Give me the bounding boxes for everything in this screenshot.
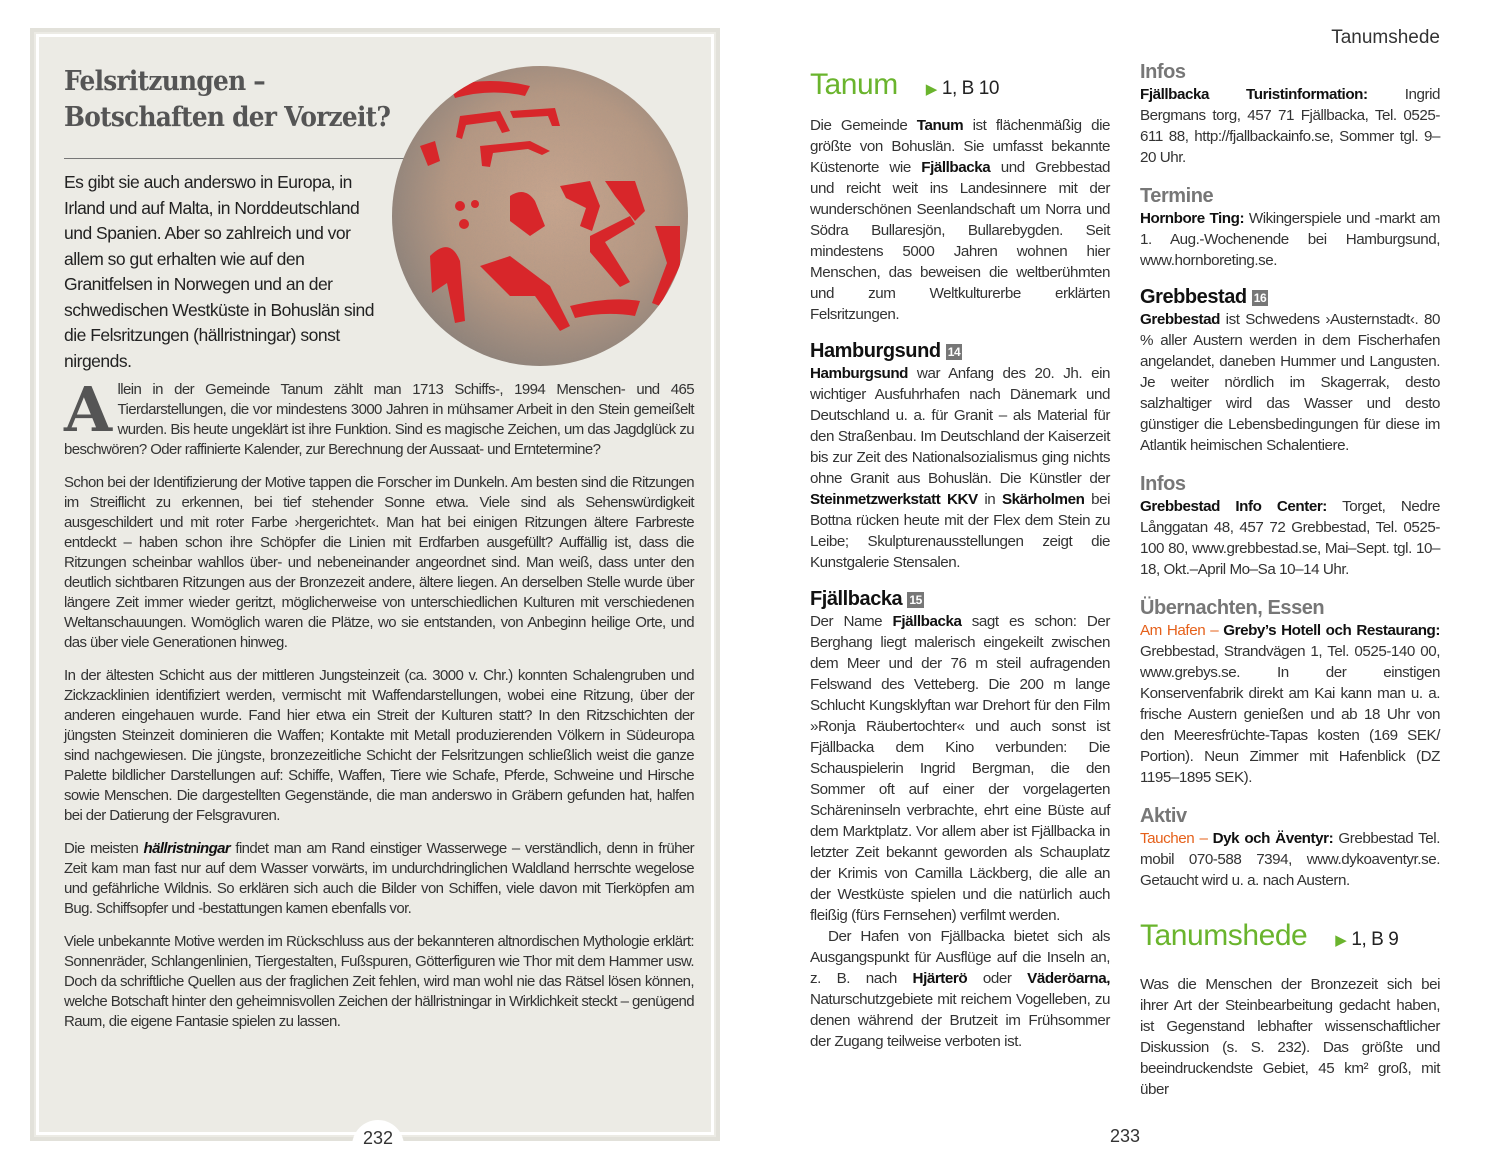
title-line-1: Felsritzungen – <box>64 66 265 97</box>
text-run: findet man am Rand einstiger Wasserwege – verständlich, denn in früher Zeit kam man fast nur auf dem Wasser vorwärts, im undurchdringlichen Waldland herrschte wegelose und gefährliche Wildnis. So erklären sich auch die Bilder von Schiffen, viele davon mit Tierköpfen am Bug. Schiffsopfer und -bestattungen kamen ebenfalls vor. <box>64 840 694 917</box>
page-number-right: 233 <box>1110 1126 1141 1146</box>
text-run: sagt es schon: Der Berghang liegt malerisch eingekeilt zwischen dem Meer und der 76 m steil aufragenden Felswand des Vetteberg. Die 200 m lange Schlucht Kungsklyftan war Drehort für den Film »Ronja Räubertochter« und auch sonst ist Fjällbacka dem Kino verbunden: Die Schauspielerin Ingrid Bergman, die den Sommer oft auf einer der vorgelagerten Schäreninseln verbrachte, ehrt eine Büste auf dem Marktplatz. Vor allem aber ist Fjällbacka in letzter Zeit bekannt geworden als Schauplatz der Krimis von Camilla Läckberg, die alle an der Westküste spielen und die natürlich auch fleißig (fürs Fernsehen) verfilmt werden. <box>810 613 1110 924</box>
bold-text: Greby’s Hotell och Restaurang: <box>1223 622 1440 639</box>
text-paragraph <box>810 115 1110 325</box>
section-heading <box>810 62 1110 113</box>
text-run: Ingrid Bergmans torg, 457 71 Fjällbacka, Tel. 0525-611 88, http://fjallbackainfo.se, Sommer tgl. 9–20 Uhr. <box>1140 86 1440 166</box>
drop-cap: A <box>64 373 112 446</box>
text-paragraph <box>810 363 1110 573</box>
section-title: Tanumshede <box>1140 919 1308 952</box>
title-line-2: Botschaften der Vorzeit? <box>64 102 391 133</box>
text-run: Grebbestad Tel. mobil 070-588 7394, www.dykoaventyr.se. Getaucht wird u. a. nach Austern. <box>1140 830 1440 889</box>
text-paragraph <box>810 611 1110 926</box>
bold-text: Hamburgsund <box>810 365 908 382</box>
info-heading: Termine <box>1140 185 1214 207</box>
rock-carving-photo <box>390 66 690 366</box>
info-heading: Infos <box>1140 61 1186 83</box>
bold-text: Steinmetzwerkstatt KKV <box>810 491 978 508</box>
section-heading <box>1140 913 1440 964</box>
section-title: Tanum <box>810 68 898 101</box>
bold-text: Väderöarna, <box>1027 970 1110 987</box>
category-label: Am Hafen – <box>1140 622 1224 639</box>
bold-text: hällristningar <box>143 840 231 857</box>
body-paragraph <box>64 666 694 826</box>
text-run: Der Hafen von Fjällbacka bietet sich als Ausgangspunkt für Ausflüge auf die Inseln an, z. B. nach <box>810 928 1110 987</box>
text-run: Grebbestad, Strandvägen 1, Tel. 0525-140 00, www.grebys.se. In der einstigen Konservenfabrik direkt am Kai kann man u. a. frische Austern genießen und ab 18 Uhr von den Meeresfrüchte-Tapas kosten (169 SEK/ Portion). Neun Zimmer mit Hafenblick (DZ 1195–1895 SEK). <box>1140 643 1440 786</box>
map-number-badge: 15 <box>909 593 922 607</box>
map-ref-text: 1, B 10 <box>941 78 999 99</box>
map-number-badge: 16 <box>1253 291 1267 305</box>
category-label: Tauchen – <box>1140 830 1213 847</box>
text-paragraph <box>810 926 1110 1052</box>
text-paragraph <box>1140 84 1440 168</box>
body-paragraph <box>64 473 694 653</box>
text-paragraph <box>1140 620 1440 788</box>
text-run: war Anfang des 20. Jh. ein wichtiger Ausfuhrhafen nach Dänemark und Deutschland u. a. für Granit – als Material für den Straßenbau. Im Deutschland der Kaiserzeit bis zur Zeit des Nationalsozialismus ging nichts ohne Granit aus Bohuslän. Die Künstler der <box>810 365 1110 487</box>
map-arrow-icon: ▶ <box>925 81 937 98</box>
text-run: Viele unbekannte Motive werden im Rückschluss aus der bekannteren altnordischen Mythologie erklärt: Sonnenräder, Schlangenlinien, Tiergestalten, Fußspuren, Götterfiguren wie Thor mit dem Hammer usw. Doch da schriftliche Quellen aus der fraglichen Zeit fehlen, wird man wohl nie das Rätsel lösen können, welche Botschaft hinter den geheimnisvollen Zeichen der hällristningar in Wirklichkeit steckt – genügend Raum, die eigene Fantasie spielen zu lassen. <box>64 933 694 1030</box>
bold-text: Dyk och Äventyr: <box>1212 830 1334 847</box>
bold-text: Skärholmen <box>1001 491 1085 508</box>
bold-text: Fjällbacka <box>892 613 962 630</box>
feature-body <box>64 373 694 1045</box>
text-run: Schon bei der Identifizierung der Motive tappen die Forscher im Dunkeln. Am besten sind die Ritzungen im Streiflicht zu erkennen, bei tief stehender Sonne etwa. Viele sind als Sehenswürdigkeit ausgeschildert und mit roter Farbe ›hergerichtet‹. Man hat bei einigen Ritzungen ältere Farbreste entdeckt – haben schon ihre Schöpfer die Linien mit Erdfarben ausgefüllt? Auffällig ist, dass die Ritzungen scheinbar wahllos über- und nebeneinander angeordnet sind. Man weiß, dass unter den deutlich sichtbaren Ritzungen aus der Bronzezeit andere, ältere liegen. An derselben Stelle wurde über längere Zeit immer wieder geritzt, möglicherweise von unterschiedlichen Kulturen mit verschiedenen Weltanschauungen. Womöglich waren die Plätze, wo sie entstanden, von Anbeginn heilige Orte, und das über viele Generationen hinweg. <box>64 474 694 651</box>
map-number-badge: 14 <box>947 345 961 359</box>
bold-text: Fjällbacka <box>921 159 991 176</box>
text-run: Der Name <box>810 613 893 630</box>
place-heading <box>810 587 1110 611</box>
place-title: Fjällbacka <box>810 588 903 610</box>
text-run: Die Gemeinde <box>810 117 917 134</box>
text-run: bei Bottna rücken heute mit der Flex dem Stein zu Leibe; Skulpturenausstellungen zeigt die Kunstgalerie Stensalen. <box>810 491 1110 571</box>
place-title: Hamburgsund <box>810 340 941 362</box>
text-run: Wikingerspiele und -markt am 1. Aug.-Wochenende bei Hamburgsund, www.hornboreting.se. <box>1140 210 1440 269</box>
bold-text: Hjärterö <box>912 970 968 987</box>
text-run: oder <box>967 970 1028 987</box>
body-paragraph <box>64 839 694 919</box>
place-heading <box>810 339 1110 363</box>
text-paragraph <box>1140 974 1440 1100</box>
place-title: Grebbestad <box>1140 286 1247 308</box>
map-ref-text: 1, B 9 <box>1351 929 1399 950</box>
bold-text: Tanum <box>916 117 964 134</box>
bold-text: Grebbestad Info Center: <box>1140 498 1327 515</box>
text-paragraph <box>1140 309 1440 456</box>
intro-text: Es gibt sie auch anderswo in Europa, in Irland und auf Malta, in Norddeutschland und Spanien. Aber so zahlreich und vor allem so gut erhalten wie auf den Granitfelsen in Norwegen und an der schwedischen Westküste in Bohuslän sind die Felsritzungen (hällristningar) sonst nirgends. <box>64 172 374 371</box>
text-run: Die meisten <box>64 840 144 857</box>
text-run: Torget, Nedre Långgatan 48, 457 72 Grebbestad, Tel. 0525-100 80, www.grebbestad.se, Mai–Sept. tgl. 10–18, Okt.–April Mo–Sa 10–14 Uhr. <box>1140 498 1440 578</box>
title-rule <box>64 158 444 159</box>
info-heading: Aktiv <box>1140 805 1187 827</box>
info-heading: Übernachten, Essen <box>1140 597 1325 619</box>
running-head: Tanumshede <box>1331 27 1440 48</box>
page-number-left: 232 <box>352 1120 404 1160</box>
text-run: ist flächenmäßig die größte von Bohuslän. Sie umfasst bekannte Küstenorte wie <box>810 117 1110 176</box>
map-reference <box>1335 929 1398 950</box>
bold-text: Hornbore Ting: <box>1140 210 1245 227</box>
text-run: in <box>977 491 1002 508</box>
text-run: Was die Menschen der Bronzezeit sich bei ihrer Art der Steinbearbeitung gedacht haben, ist Gegenstand lebhafter wissenschaftlicher Diskussion (s. S. 232). Das größte und beeindruckendste Gebiet, 45 km² groß, mit über <box>1140 976 1440 1098</box>
column-2 <box>1140 60 1440 1100</box>
feature-title <box>64 64 390 136</box>
body-paragraph <box>64 373 694 460</box>
place-heading <box>1140 285 1440 309</box>
feature-box-felsritzungen <box>30 28 720 1148</box>
text-paragraph <box>1140 828 1440 891</box>
bold-text: Fjällbacka Turistinformation: <box>1140 86 1368 103</box>
text-paragraph <box>1140 208 1440 271</box>
text-run: In der ältesten Schicht aus der mittleren Jungsteinzeit (ca. 3000 v. Chr.) konnten Schalengruben und Zickzacklinien identifiziert werden, vermischt mit Waffendarstellungen, wobei eine Ritzung, über der anderen eingehauen wurde. Fand hier etwa ein Streit der Kulturen statt? In den Ritzschichten der jüngsten Steinzeit dominieren die Waffen; Kontakte mit Metall produzierenden Völkern in Südeuropa sind nachgewiesen. Die jüngste, bronzezeitliche Schicht der Felsritzungen schließlich weist die ganze Palette bildlicher Darstellungen auf: Schiffe, Waffen, Tiere wie Schafe, Pferde, Schweine und Hirsche sowie Menschen. Die dargestellten Gegenstände, die man anderswo in Gräbern gefunden hat, halfen bei der Datierung der Felsgravuren. <box>64 667 694 824</box>
map-arrow-icon: ▶ <box>1335 932 1347 949</box>
text-paragraph <box>1140 496 1440 580</box>
column-1 <box>810 60 1110 1052</box>
info-heading: Infos <box>1140 473 1186 495</box>
text-run: Naturschutzgebiete mit reichem Vogelleben, zu denen während der Brutzeit im Frühsommer der Zugang teilweise verboten ist. <box>810 991 1110 1050</box>
text-run: llein in der Gemeinde Tanum zählt man 1713 Schiffs-, 1994 Menschen- und 465 Tierdarstellungen, die vor mindestens 3000 Jahren in mühsamer Arbeit in den Stein gemeißelt wurden. Bis heute ungeklärt ist ihre Funktion. Sind es magische Zeichen, um das Jagdglück zu beschwören? Oder raffinierte Kalender, zur Berechnung der Aussaat- und Erntetermine? <box>64 381 694 458</box>
text-run: und Grebbestad und reicht weit ins Landesinnere mit der wunderschönen Seenlandschaft um Norra und Södra Bullaresjön, Bullarebygden. Seit mindestens 5000 Jahren wohnen hier Menschen, das beweisen die weltberühmten und zum Weltkulturerbe erklärten Felsritzungen. <box>810 159 1110 323</box>
bold-text: Grebbestad <box>1140 311 1220 328</box>
text-run: ist Schwedens ›Austernstadt‹. 80 % aller Austern werden in dem Fischerhafen angelandet, daneben Hummer und Langusten. Je weiter nördlich im Skagerrak, desto salzhaltiger wird das Wasser und desto günstiger die Lebensbedingungen für diese im Atlantik heimischen Schalentiere. <box>1140 311 1440 454</box>
map-reference <box>926 78 999 99</box>
body-paragraph <box>64 932 694 1032</box>
